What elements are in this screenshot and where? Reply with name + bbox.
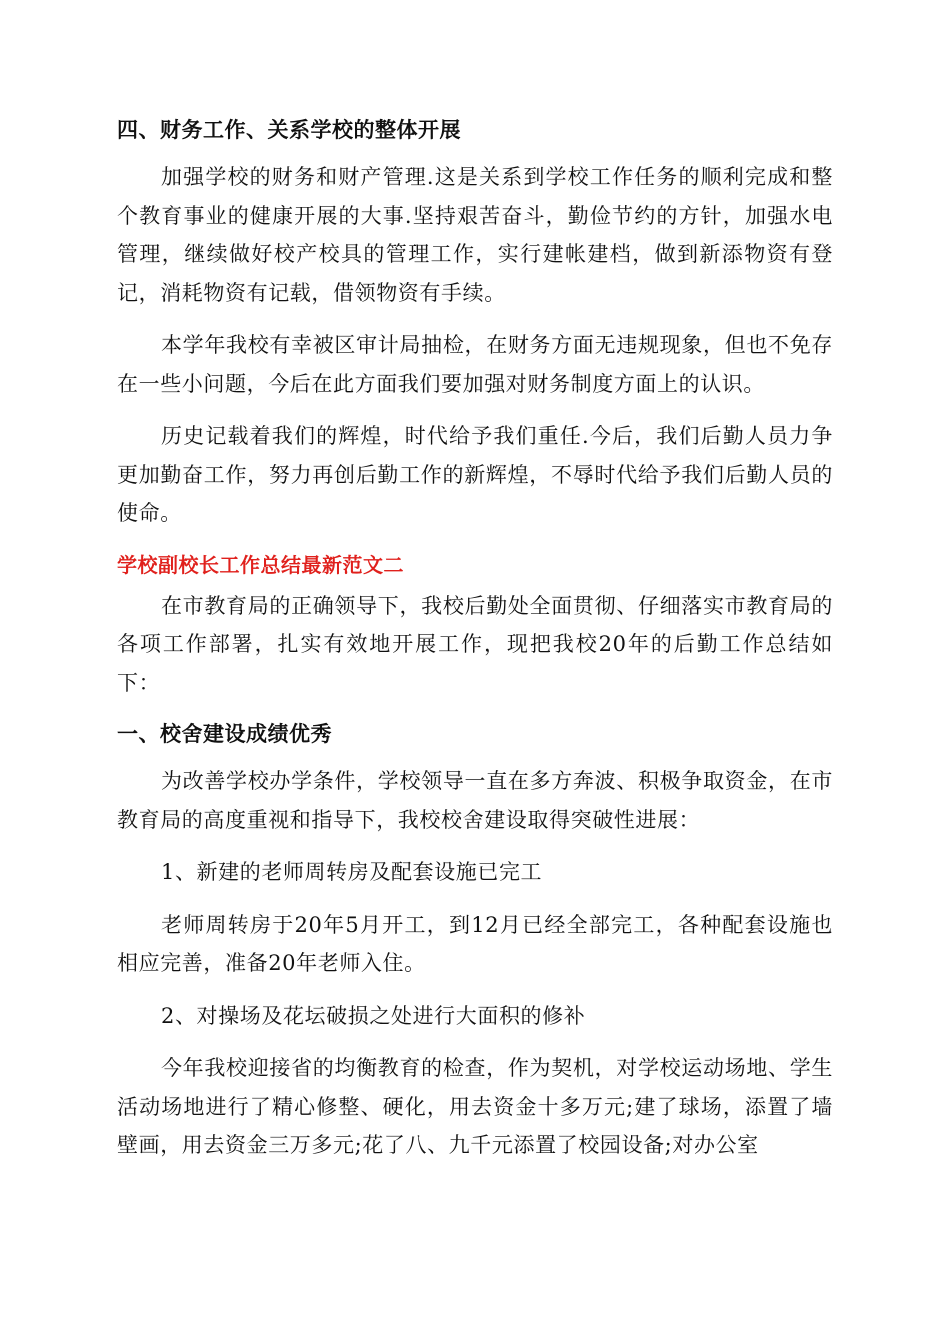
paragraph-finance-management: 加强学校的财务和财产管理.这是关系到学校工作任务的顺利完成和整个教育事业的健康开展的大事.坚持艰苦奋斗，勤俭节约的方针，加强水电管理，继续做好校产校具的管理工作，实行建帐建档，做到新添物资有登记，消耗物资有记载，借领物资有手续。: [117, 165, 833, 305]
paragraph-audit: 本学年我校有幸被区审计局抽检，在财务方面无违规现象，但也不免存在一些小问题，今后在此方面我们要加强对财务制度方面上的认识。: [117, 333, 833, 396]
section-heading-finance: 四、财务工作、关系学校的整体开展: [117, 118, 461, 142]
document-body: [117, 112, 833, 1179]
list-item-1-heading: 1、新建的老师周转房及配套设施已完工: [161, 860, 543, 884]
paragraph-history: 历史记载着我们的辉煌，时代给予我们重任.今后，我们后勤人员力争更加勤奋工作，努力再创后勤工作的新辉煌，不辱时代给予我们后勤人员的使命。: [117, 424, 833, 525]
list-item-2-heading: 2、对操场及花坛破损之处进行大面积的修补: [161, 1003, 586, 1028]
paragraph-intro: 在市教育局的正确领导下，我校后勤处全面贯彻、仔细落实市教育局的各项工作部署，扎实有效地开展工作，现把我校20年的后勤工作总结如下：: [117, 593, 833, 695]
section-heading-buildings: 一、校舍建设成绩优秀: [117, 722, 332, 746]
paragraph-teacher-housing: 老师周转房于20年5月开工，到12月已经全部完工，各种配套设施也相应完善，准备20年老师入住。: [117, 912, 833, 975]
article-title-red: 学校副校长工作总结最新范文二: [117, 552, 404, 577]
paragraph-building-progress: 为改善学校办学条件，学校领导一直在多方奔波、积极争取资金，在市教育局的高度重视和指导下，我校校舍建设取得突破性进展：: [117, 769, 833, 832]
paragraph-playground-repair: 今年我校迎接省的均衡教育的检查，作为契机，对学校运动场地、学生活动场地进行了精心修整、硬化，用去资金十多万元;建了球场，添置了墙壁画，用去资金三万多元;花了八、九千元添置了校园设备;对办公室: [117, 1056, 833, 1157]
